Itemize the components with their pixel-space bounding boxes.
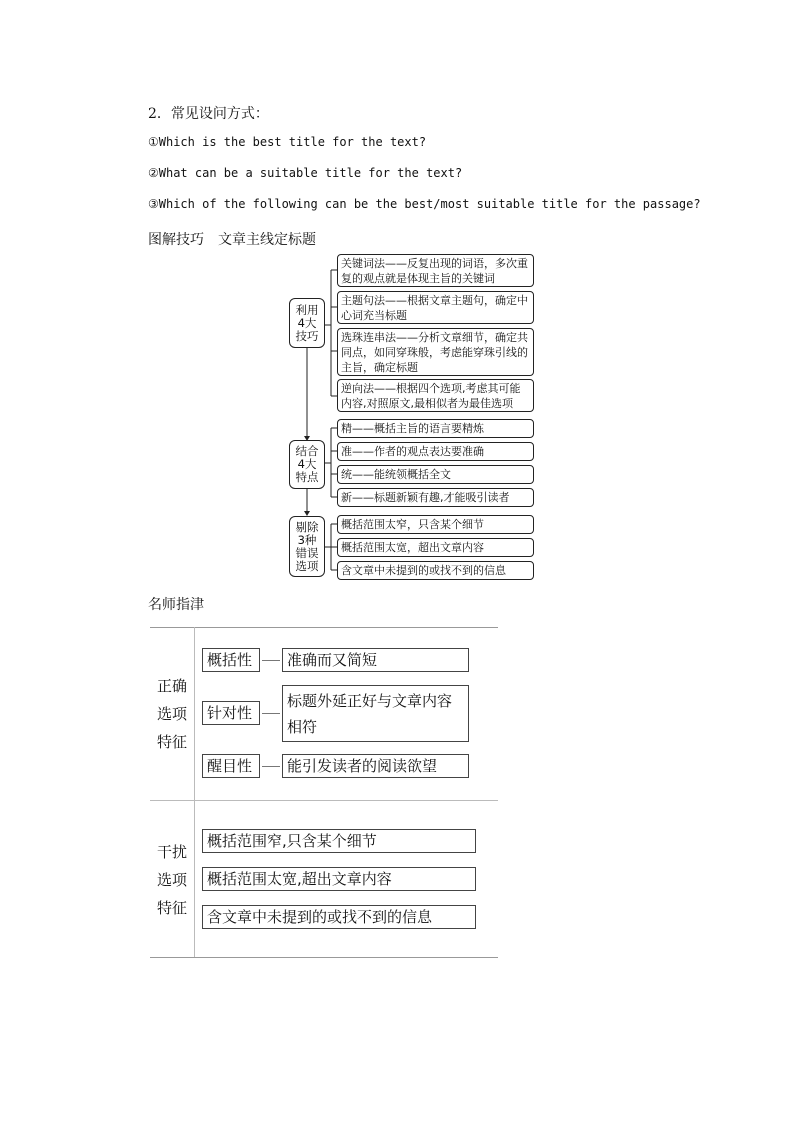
label-line: 特征 — [156, 733, 187, 751]
wrong-option-item: 含文章中未提到的或找不到的信息 — [337, 561, 534, 580]
category-label-line: 技巧 — [295, 328, 319, 343]
category-label-line: 利用 — [295, 302, 319, 317]
question-2: ②What can be a suitable title for the text? — [148, 166, 463, 180]
skill-item: 主题句法——根据文章主题句，确定中心词充当标题 — [337, 291, 534, 324]
category-wrong-options — [289, 516, 325, 577]
correct-value: 准确而又简短 — [282, 648, 469, 672]
connector-dash — [262, 713, 280, 714]
correct-key: 醒目性 — [202, 754, 260, 778]
connector-dash — [262, 660, 280, 661]
section-heading: 2．常见设问方式： — [148, 106, 269, 122]
correct-features-label — [152, 672, 192, 756]
table-middle-rule — [150, 800, 498, 801]
category-label-line: 4大 — [297, 315, 317, 330]
correct-value: 标题外延正好与文章内容相符 — [282, 685, 469, 742]
distractor-item: 概括范围太宽,超出文章内容 — [202, 867, 476, 891]
category-label-line: 剔除 — [295, 519, 319, 534]
correct-key: 概括性 — [202, 648, 260, 672]
category-label-line: 特点 — [295, 470, 319, 484]
diagram-heading: 图解技巧 文章主线定标题 — [148, 232, 316, 248]
distractor-features-label — [152, 838, 192, 922]
feature-item: 新——标题新颖有趣,才能吸引读者 — [337, 488, 534, 507]
feature-item: 精——概括主旨的语言要精炼 — [337, 419, 534, 438]
table-column-divider — [194, 627, 195, 957]
label-line: 特征 — [156, 899, 187, 917]
category-label-line: 结合 — [295, 444, 319, 458]
distractor-item: 含文章中未提到的或找不到的信息 — [202, 905, 476, 929]
wrong-option-item: 概括范围太宽，超出文章内容 — [337, 538, 534, 557]
skill-item: 逆向法——根据四个选项,考虑其可能内容,对照原文,最相似者为最佳选项 — [337, 379, 534, 412]
category-label-line: 错误 — [295, 545, 319, 560]
table-top-rule — [150, 627, 498, 628]
label-line: 干扰 — [156, 843, 187, 861]
question-3: ③Which of the following can be the best/most suitable title for the passage? — [148, 197, 701, 211]
label-line: 选项 — [156, 705, 187, 723]
skill-item: 选珠连串法——分析文章细节，确定共同点，如同穿珠般，考虑能穿珠引线的主旨，确定标题 — [337, 328, 534, 376]
correct-value: 能引发读者的阅读欲望 — [282, 754, 469, 778]
label-line: 正确 — [156, 677, 187, 695]
category-features — [289, 440, 325, 489]
connector-dash — [262, 766, 280, 767]
table-bottom-rule — [150, 957, 498, 958]
question-1: ①Which is the best title for the text? — [148, 135, 427, 149]
tips-heading: 名师指津 — [148, 597, 204, 613]
category-label-line: 3种 — [297, 532, 317, 547]
category-label-line: 4大 — [297, 457, 317, 471]
category-skills — [289, 298, 325, 348]
correct-key: 针对性 — [202, 701, 260, 725]
wrong-option-item: 概括范围太窄，只含某个细节 — [337, 515, 534, 534]
feature-item: 统——能统领概括全文 — [337, 465, 534, 484]
category-label-line: 选项 — [295, 558, 319, 573]
distractor-item: 概括范围窄,只含某个细节 — [202, 829, 476, 853]
feature-item: 准——作者的观点表达要准确 — [337, 442, 534, 461]
skill-item: 关键词法——反复出现的词语，多次重复的观点就是体现主旨的关键词 — [337, 254, 534, 287]
label-line: 选项 — [156, 871, 187, 889]
